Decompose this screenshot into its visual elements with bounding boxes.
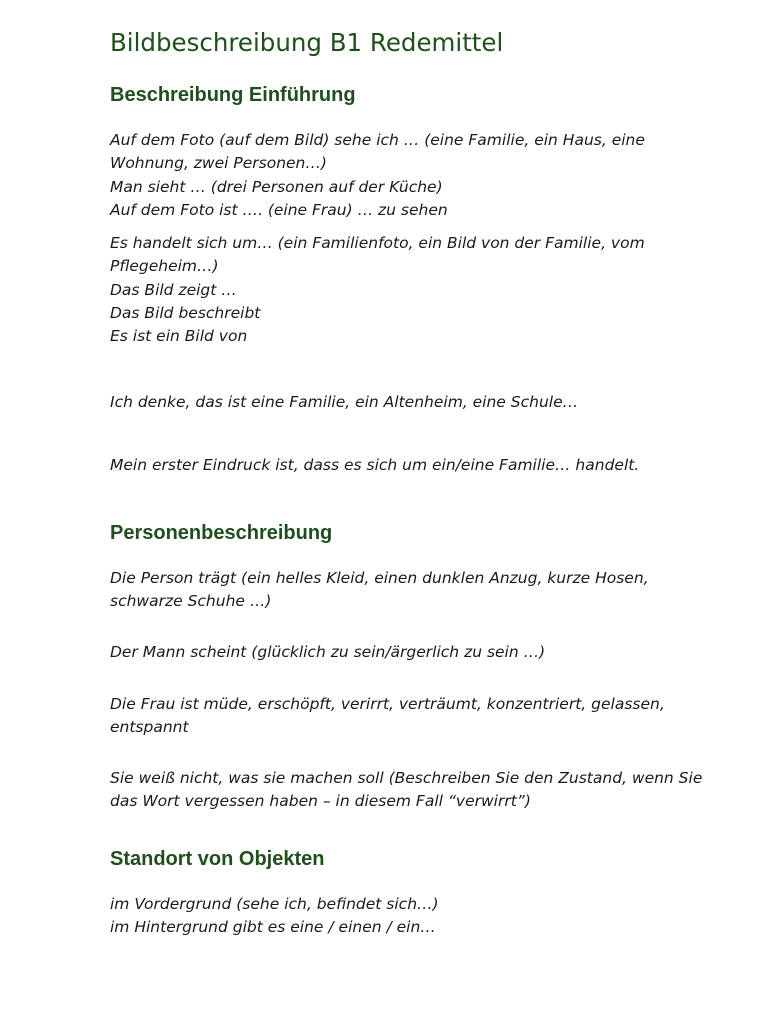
text-line: im Vordergrund (sehe ich, befindet sich…) (110, 895, 439, 913)
text-line: schwarze Schuhe …) (110, 592, 272, 611)
text-line: Mein erster Eindruck ist, dass es sich um ein/eine Familie… handelt. (110, 456, 640, 474)
paragraph-frau-ist (110, 693, 700, 740)
paragraph-foto-beschreibung (110, 129, 700, 222)
section-heading-beschreibung-einfuehrung: Beschreibung Einführung (110, 84, 356, 106)
text-line: Es handelt sich um… (ein Familienfoto, ein Bild von der Familie, vom (110, 234, 645, 252)
text-line: Wohnung, zwei Personen…) (110, 154, 327, 173)
text-line: entspannt (110, 718, 189, 737)
text-line: Das Bild zeigt … (110, 280, 237, 299)
text-line: Ich denke, das ist eine Familie, ein Altenheim, eine Schule… (110, 393, 579, 411)
text-line: Pflegeheim…) (110, 257, 219, 276)
section-heading-standort-von-objekten: Standort von Objekten (110, 848, 325, 870)
text-line: Die Frau ist müde, erschöpft, verirrt, verträumt, konzentriert, gelassen, (110, 695, 665, 713)
text-line: im Hintergrund gibt es eine / einen / ein… (110, 918, 436, 937)
text-line: Das Bild beschreibt (110, 303, 261, 322)
paragraph-vordergrund-hintergrund (110, 893, 700, 940)
text-line: Es ist ein Bild von (110, 327, 248, 346)
section-heading-personenbeschreibung: Personenbeschreibung (110, 522, 333, 544)
paragraph-mann-scheint (110, 641, 700, 664)
paragraph-sie-weiss-nicht (110, 767, 703, 814)
text-line: Die Person trägt (ein helles Kleid, einen dunklen Anzug, kurze Hosen, (110, 569, 649, 587)
text-line: Man sieht … (drei Personen auf der Küche) (110, 177, 443, 196)
paragraph-ich-denke (110, 391, 700, 414)
paragraph-person-traegt (110, 567, 700, 614)
text-line: Sie weiß nicht, was sie machen soll (Beschreiben Sie den Zustand, wenn Sie (110, 769, 703, 787)
text-line: Der Mann scheint (glücklich zu sein/ärgerlich zu sein …) (110, 643, 546, 661)
paragraph-erster-eindruck (110, 454, 700, 477)
text-line: Auf dem Foto (auf dem Bild) sehe ich … (eine Familie, ein Haus, eine (110, 131, 645, 149)
text-line: Auf dem Foto ist …. (eine Frau) … zu sehen (110, 200, 448, 219)
paragraph-es-handelt-sich (110, 232, 700, 348)
document-title: Bildbeschreibung B1 Redemittel (110, 28, 504, 57)
text-line: das Wort vergessen haben – in diesem Fall “verwirrt”) (110, 792, 531, 811)
